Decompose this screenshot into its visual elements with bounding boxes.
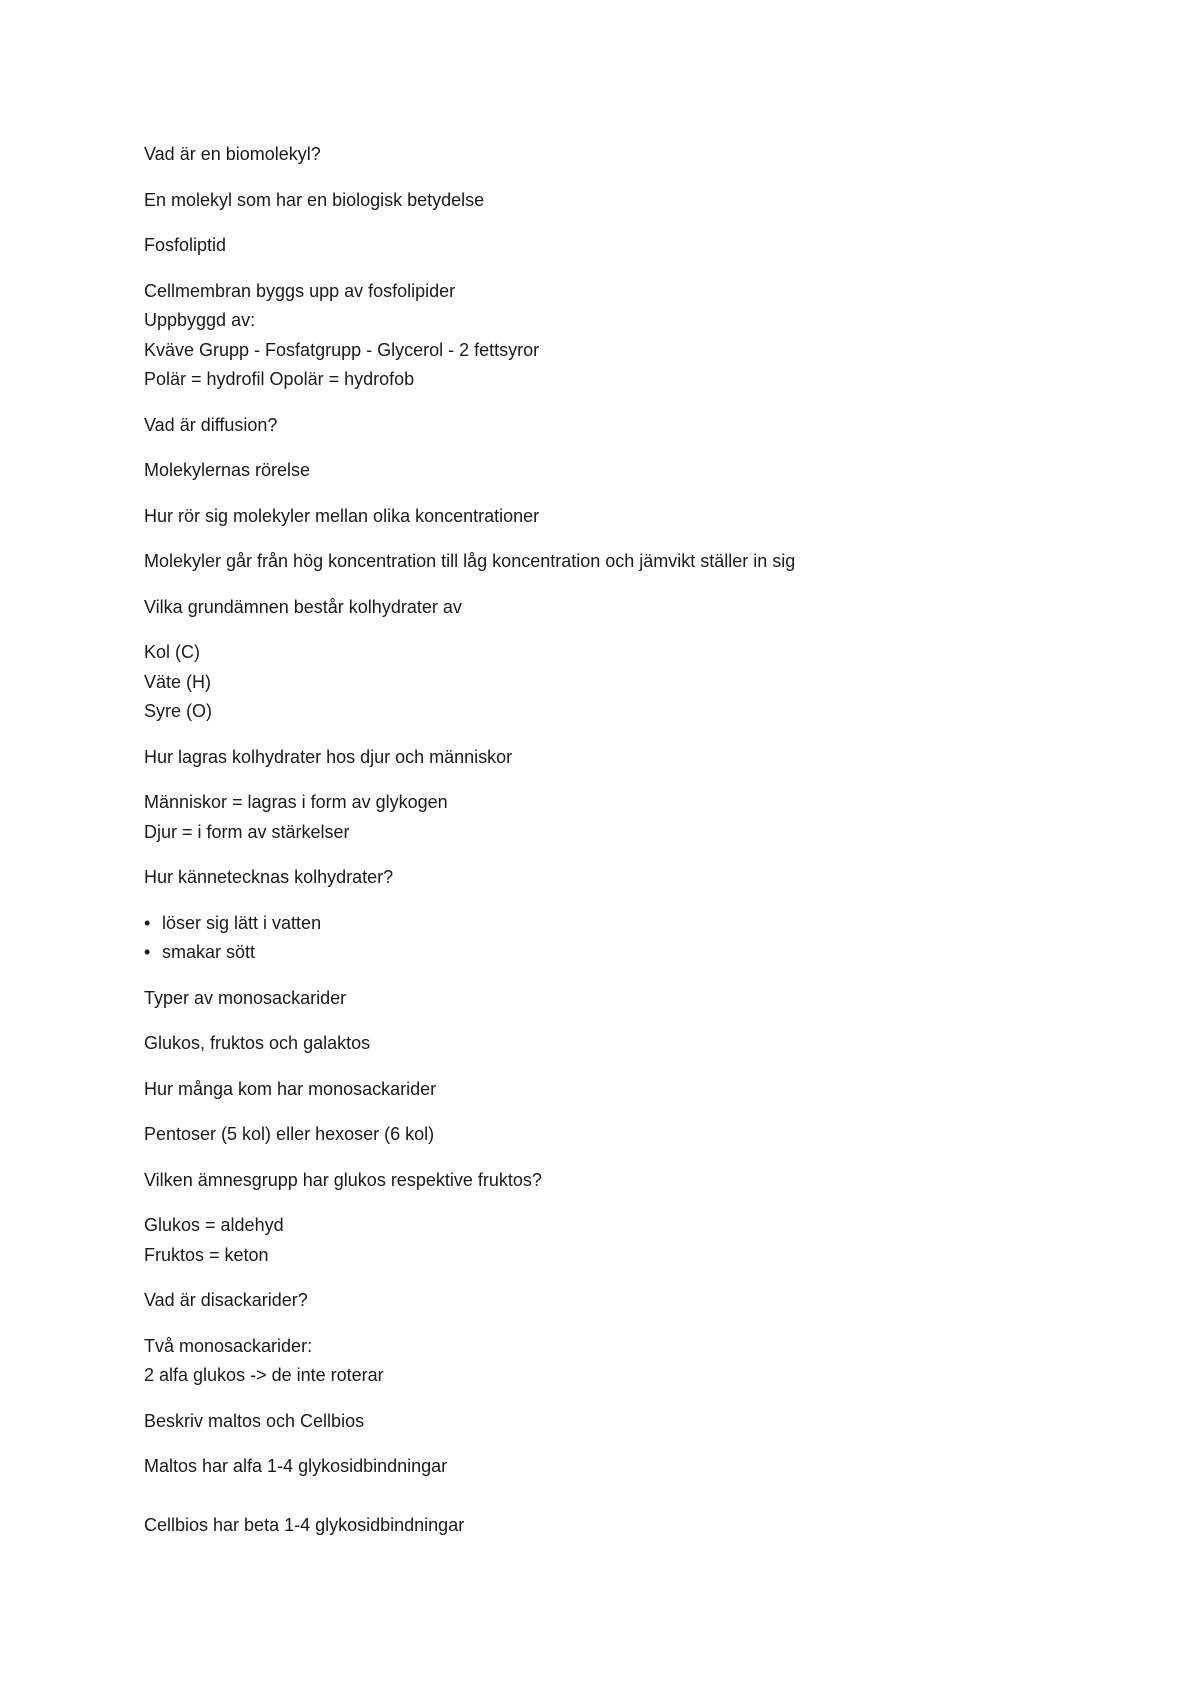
question-storage bbox=[144, 743, 1064, 773]
answer-carbon-count bbox=[144, 1120, 1064, 1150]
text-line: Uppbyggd av: bbox=[144, 310, 256, 330]
list-item-text: löser sig lätt i vatten bbox=[162, 912, 322, 933]
text-line: Hur rör sig molekyler mellan olika koncentrationer bbox=[144, 505, 540, 526]
answer-maltose bbox=[144, 1452, 1064, 1482]
answer-elements bbox=[144, 638, 1064, 727]
list-item bbox=[144, 938, 1064, 968]
text-line: Vad är disackarider? bbox=[144, 1290, 308, 1310]
text-line: Syre (O) bbox=[144, 701, 213, 721]
text-line: Hur kännetecknas kolhydrater? bbox=[144, 867, 394, 887]
question-functional-group bbox=[144, 1166, 1064, 1196]
text-line: Kol (C) bbox=[144, 642, 201, 662]
document-body bbox=[144, 140, 1064, 1556]
characteristics-list bbox=[144, 909, 1064, 968]
text-line: Cellmembran byggs upp av fosfolipider bbox=[144, 280, 456, 301]
text-line: Djur = i form av stärkelser bbox=[144, 821, 350, 842]
list-item-text: smakar sött bbox=[162, 942, 256, 962]
question-monosaccharide-types bbox=[144, 984, 1064, 1014]
question-characteristics bbox=[144, 863, 1064, 893]
text-line: Kväve Grupp - Fosfatgrupp - Glycerol - 2 fettsyror bbox=[144, 339, 540, 360]
text-line: Väte (H) bbox=[144, 671, 212, 692]
text-line: Hur lagras kolhydrater hos djur och människor bbox=[144, 746, 513, 767]
text-line: Cellbios har beta 1-4 glykosidbindningar bbox=[144, 1514, 465, 1535]
answer-storage bbox=[144, 788, 1064, 847]
bullet-icon: • bbox=[144, 912, 151, 933]
text-line: Typer av monosackarider bbox=[144, 987, 347, 1008]
answer-phospholipid bbox=[144, 277, 1064, 395]
heading-phospholipid bbox=[144, 231, 1064, 261]
question-maltose-cellobiose bbox=[144, 1407, 1064, 1437]
question-concentration bbox=[144, 502, 1064, 532]
text-line: En molekyl som har en biologisk betydelse bbox=[144, 189, 485, 210]
text-line: Hur många kom har monosackarider bbox=[144, 1078, 437, 1099]
text-line: Vilken ämnesgrupp har glukos respektive fruktos? bbox=[144, 1169, 542, 1190]
answer-concentration bbox=[144, 547, 1064, 577]
text-line: Vilka grundämnen består kolhydrater av bbox=[144, 596, 462, 617]
text-line: Två monosackarider: bbox=[144, 1335, 313, 1356]
text-line: Fosfoliptid bbox=[144, 235, 227, 255]
answer-monosaccharide-types bbox=[144, 1029, 1064, 1059]
text-line: Människor = lagras i form av glykogen bbox=[144, 792, 448, 812]
text-line: Fruktos = keton bbox=[144, 1244, 269, 1265]
answer-diffusion bbox=[144, 456, 1064, 486]
question-elements bbox=[144, 593, 1064, 623]
text-line: Molekyler går från hög koncentration till låg koncentration och jämvikt ställer in sig bbox=[144, 551, 796, 571]
text-line: Vad är diffusion? bbox=[144, 414, 278, 435]
text-line: Glukos = aldehyd bbox=[144, 1215, 284, 1235]
text-line: Pentoser (5 kol) eller hexoser (6 kol) bbox=[144, 1124, 435, 1144]
answer-disaccharides bbox=[144, 1332, 1064, 1391]
text-line: Polär = hydrofil Opolär = hydrofob bbox=[144, 369, 415, 389]
text-line: Vad är en biomolekyl? bbox=[144, 144, 321, 164]
text-line: Molekylernas rörelse bbox=[144, 460, 311, 480]
question-biomolecule bbox=[144, 140, 1064, 170]
question-carbon-count bbox=[144, 1075, 1064, 1105]
text-line: Beskriv maltos och Cellbios bbox=[144, 1410, 365, 1431]
bullet-icon: • bbox=[144, 942, 151, 962]
text-line: Maltos har alfa 1-4 glykosidbindningar bbox=[144, 1456, 448, 1476]
answer-biomolecule bbox=[144, 186, 1064, 216]
text-line: 2 alfa glukos -> de inte roterar bbox=[144, 1365, 384, 1385]
question-disaccharides bbox=[144, 1286, 1064, 1316]
answer-cellobiose bbox=[144, 1511, 1064, 1541]
question-diffusion bbox=[144, 411, 1064, 441]
answer-functional-group bbox=[144, 1211, 1064, 1270]
list-item bbox=[144, 909, 1064, 939]
text-line: Glukos, fruktos och galaktos bbox=[144, 1033, 371, 1053]
